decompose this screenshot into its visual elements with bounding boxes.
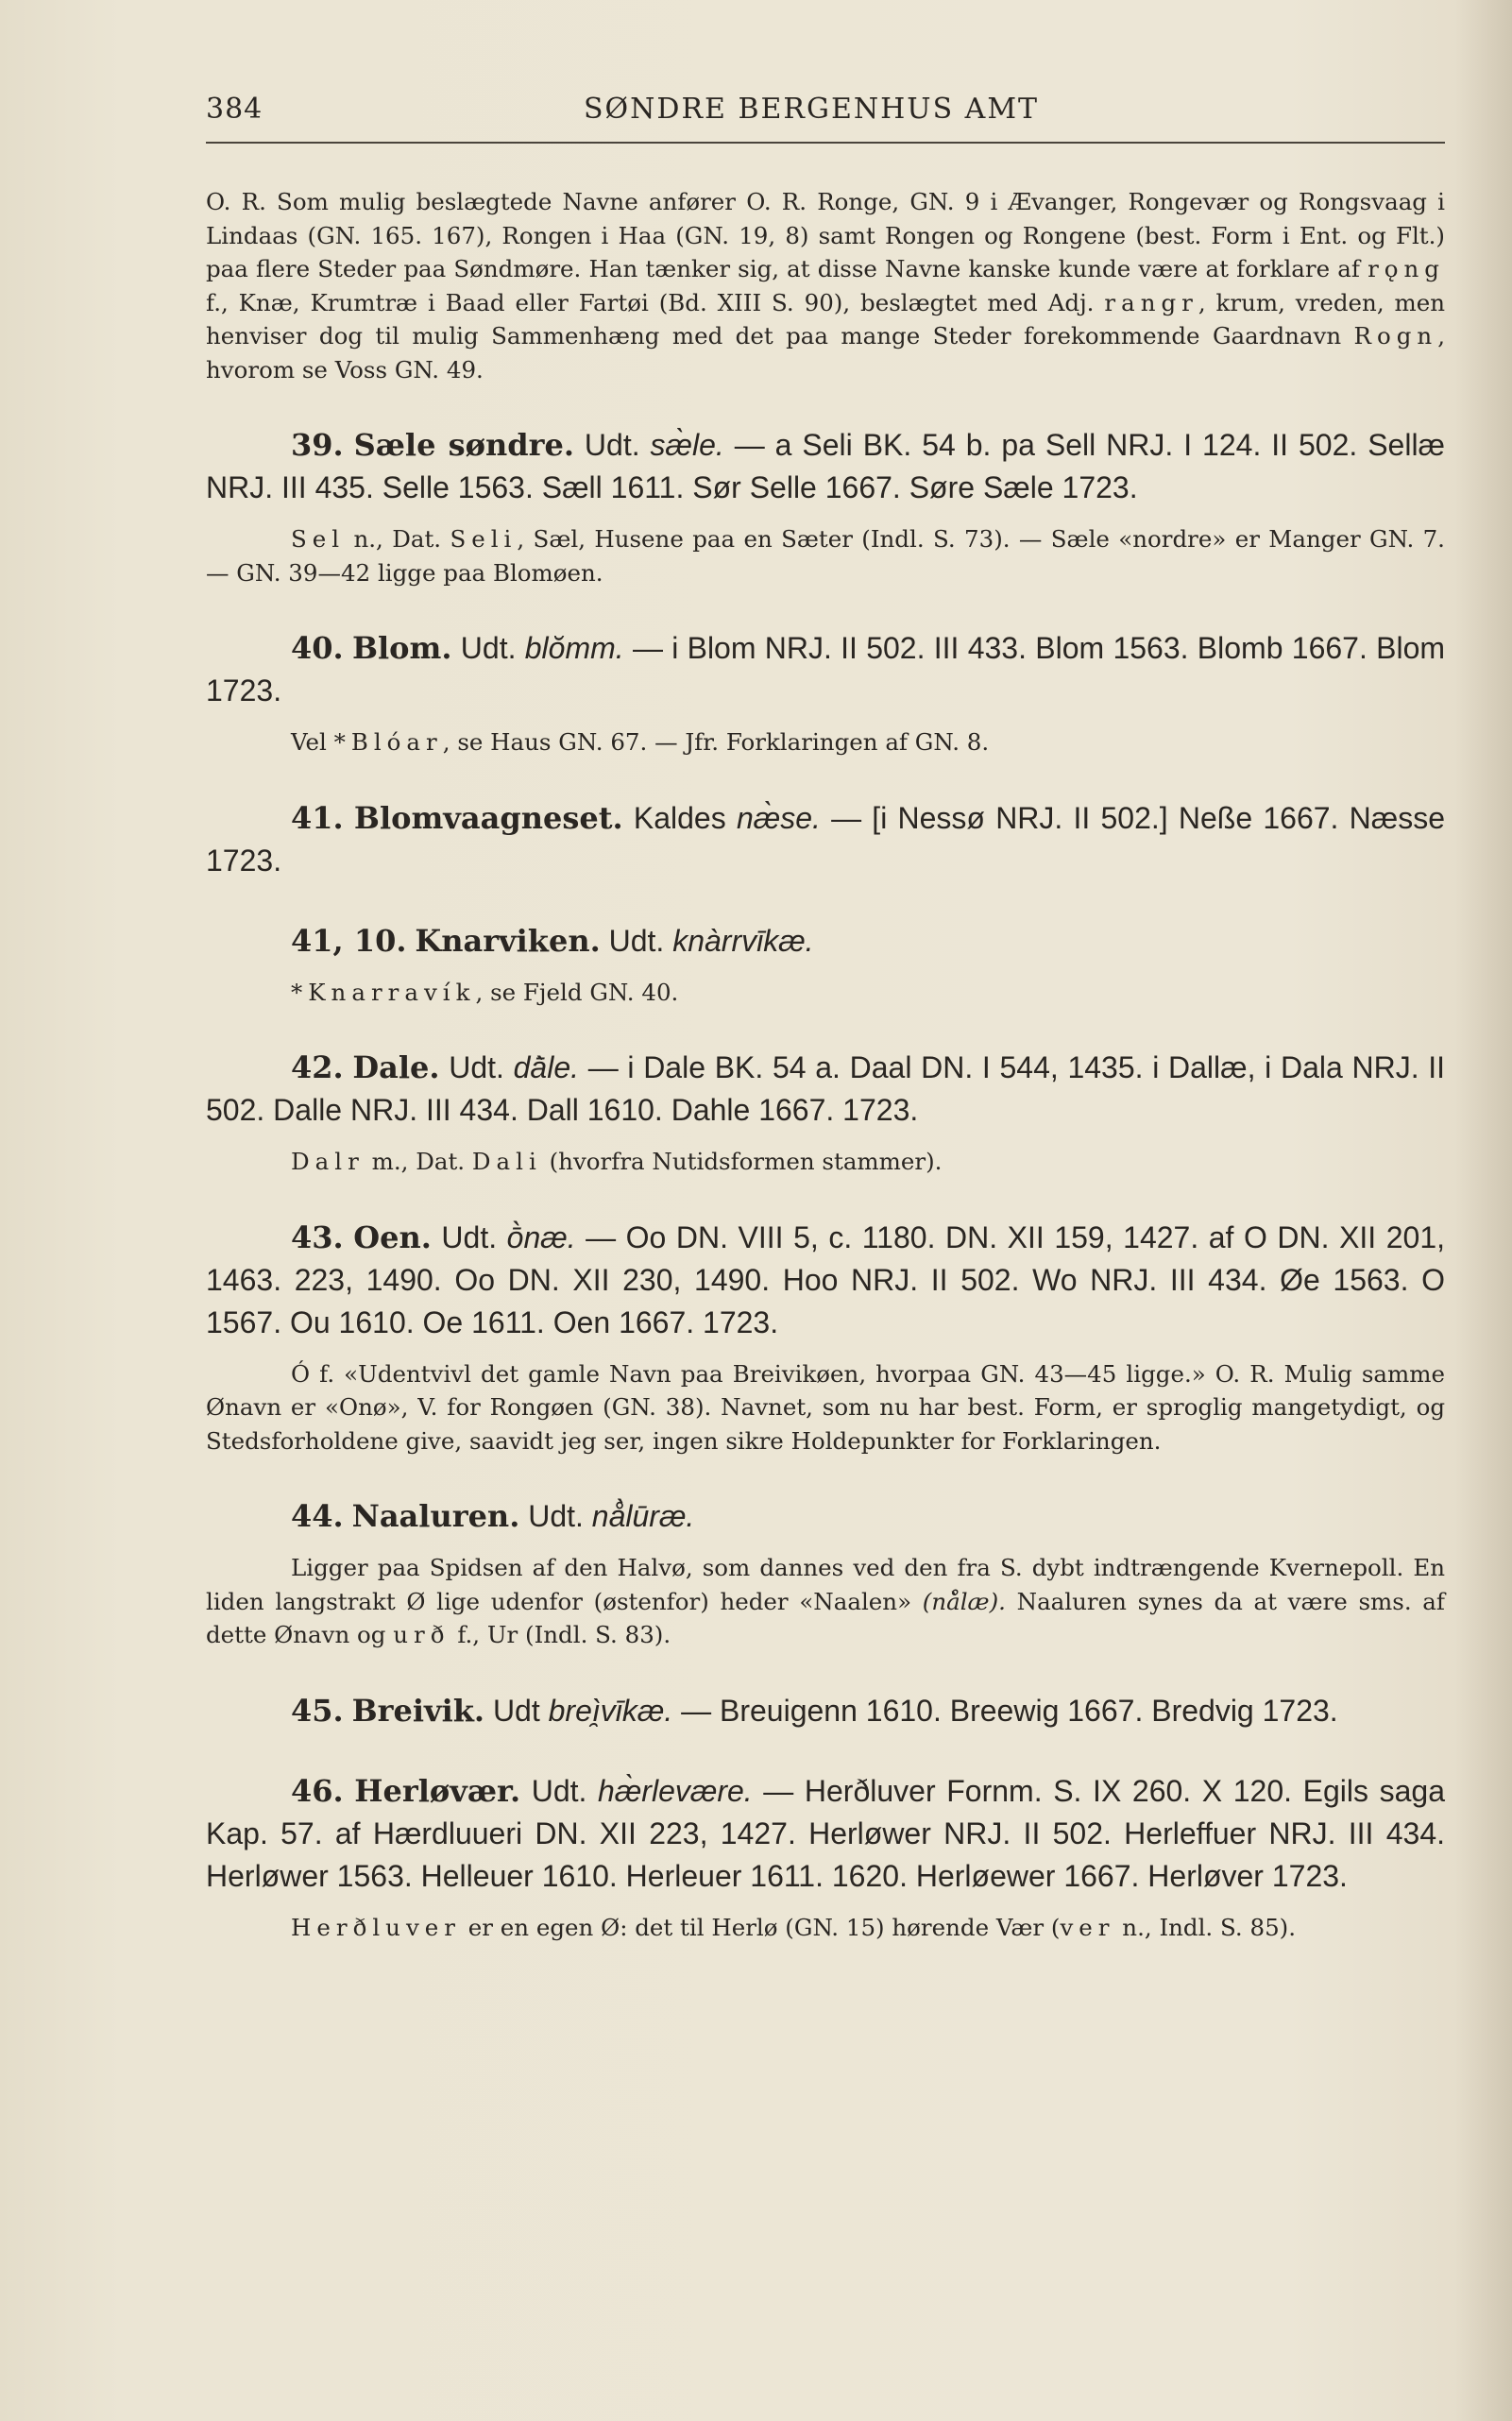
running-title: SØNDRE BERGENHUS AMT	[584, 93, 1040, 126]
entry-46	[206, 1770, 1445, 1945]
entry-42	[206, 1047, 1445, 1179]
entry-note: Herðluver er en egen Ø: det til Herlø (GN. 15) hørende Vær (ver n., Indl. S. 85).	[291, 1913, 1296, 1941]
entry-forms: 45. Breivik. Udt breì̯vīkæ. — Breuigenn 1610. Breewig 1667. Bredvig 1723.	[291, 1692, 1338, 1729]
entry-note: *Knarravík, se Fjeld GN. 40.	[291, 978, 679, 1006]
page-spine-shadow	[1455, 0, 1512, 2421]
entry-41-10	[206, 920, 1445, 1010]
entry-44	[206, 1495, 1445, 1652]
entry-forms: 41, 10. Knarviken. Udt. knàrrvīkæ.	[291, 922, 814, 959]
entry-note: Sel n., Dat. Seli, Sæl, Husene paa en Sæter (Indl. S. 73). — Sæle «nordre» er Manger GN. 7. — GN. 39—42 ligge paa Blomøen.	[206, 525, 1445, 587]
entry-forms: 46. Herløvær. Udt. hæ̀rlevære. — Herðluver Fornm. S. IX 260. X 120. Egils saga Kap. 57. af Hærdluueri DN. XII 223, 1427. Herløwer NRJ. II 502. Herleffuer NRJ. III 434. Herløwer 1563. Helleuer 1610. Herleuer 1611. 1620. Herløewer 1667. Herløver 1723.	[206, 1772, 1446, 1893]
entry-forms: 41. Blomvaagneset. Kaldes næ̀se. — [i Nessø NRJ. II 502.] Neße 1667. Næsse 1723.	[206, 799, 1446, 878]
entry-40	[206, 627, 1445, 759]
page-header	[206, 93, 1445, 140]
header-rule	[206, 142, 1445, 144]
page-number: 384	[206, 93, 263, 126]
entry-forms: 42. Dale. Udt. dā̀le. — i Dale BK. 54 a. Daal DN. I 544, 1435. i Dallæ, i Dala NRJ. II 502. Dalle NRJ. III 434. Dall 1610. Dahle 1667. 1723.	[206, 1049, 1446, 1127]
entry-forms: 39. Sæle søndre. Udt. sæ̀le. — a Seli BK. 54 b. pa Sell NRJ. I 124. II 502. Sellæ NRJ. III 435. Selle 1563. Sæll 1611. Sør Selle 1667. Søre Sæle 1723.	[206, 427, 1446, 504]
entry-41	[206, 797, 1445, 882]
entry-note: Ligger paa Spidsen af den Halvø, som dannes ved den fra S. dybt indtrængende Kvernepoll. En liden langstrakt Ø lige udenfor (østenfor) heder «Naalen» (nå̀læ). Naaluren synes da at være sms. af dette Ønavn og urð f., Ur (Indl. S. 83).	[206, 1554, 1445, 1648]
entry-forms: 43. Oen. Udt. ṑnæ. — Oo DN. VIII 5, c. 1180. DN. XII 159, 1427. af O DN. XII 201, 1463. 223, 1490. Oo DN. XII 230, 1490. Hoo NRJ. II 502. Wo NRJ. III 434. Øe 1563. O 1567. Ou 1610. Oe 1611. Oen 1667. 1723.	[206, 1219, 1446, 1339]
entry-note: Dalr m., Dat. Dali (hvorfra Nutidsformen stammer).	[291, 1148, 943, 1175]
page-content	[206, 185, 1445, 1944]
entry-39	[206, 424, 1445, 589]
entry-45	[206, 1690, 1445, 1732]
entry-43	[206, 1217, 1445, 1458]
intro-paragraph: O. R. Som mulig beslægtede Navne anfører O. R. Ronge, GN. 9 i Ævanger, Rongevær og Rongsvaag i Lindaas (GN. 165. 167), Rongen i Haa (GN. 19, 8) samt Rongen og Rongene (best. Form i Ent. og Flt.) paa flere Steder paa Søndmøre. Han tænker sig, at disse Navne kanske kunde være at forklare af rǫng f., Knæ, Krumtræ i Baad eller Fartøi (Bd. XIII S. 90), beslægtet med Adj. rangr, krum, vreden, men henviser dog til mulig Sammenhæng med det paa mange Steder forekommende Gaardnavn Rogn, hvorom se Voss GN. 49.	[206, 188, 1446, 384]
entry-forms: 40. Blom. Udt. blŏmm. — i Blom NRJ. II 502. III 433. Blom 1563. Blomb 1667. Blom 1723.	[206, 630, 1446, 708]
entry-forms: 44. Naaluren. Udt. nå̀lūræ.	[291, 1498, 695, 1534]
entry-note: Vel *Blóar, se Haus GN. 67. — Jfr. Forklaringen af GN. 8.	[291, 728, 990, 756]
entry-note: Ó f. «Udentvivl det gamle Navn paa Breivikøen, hvorpaa GN. 43—45 ligge.» O. R. Mulig samme Ønavn er «Onø», V. for Rongøen (GN. 38). Navnet, som nu har best. Form, er sproglig mangetydigt, og Stedsforholdene give, saavidt jeg ser, ingen sikre Holdepunkter for Forklaringen.	[206, 1359, 1445, 1455]
